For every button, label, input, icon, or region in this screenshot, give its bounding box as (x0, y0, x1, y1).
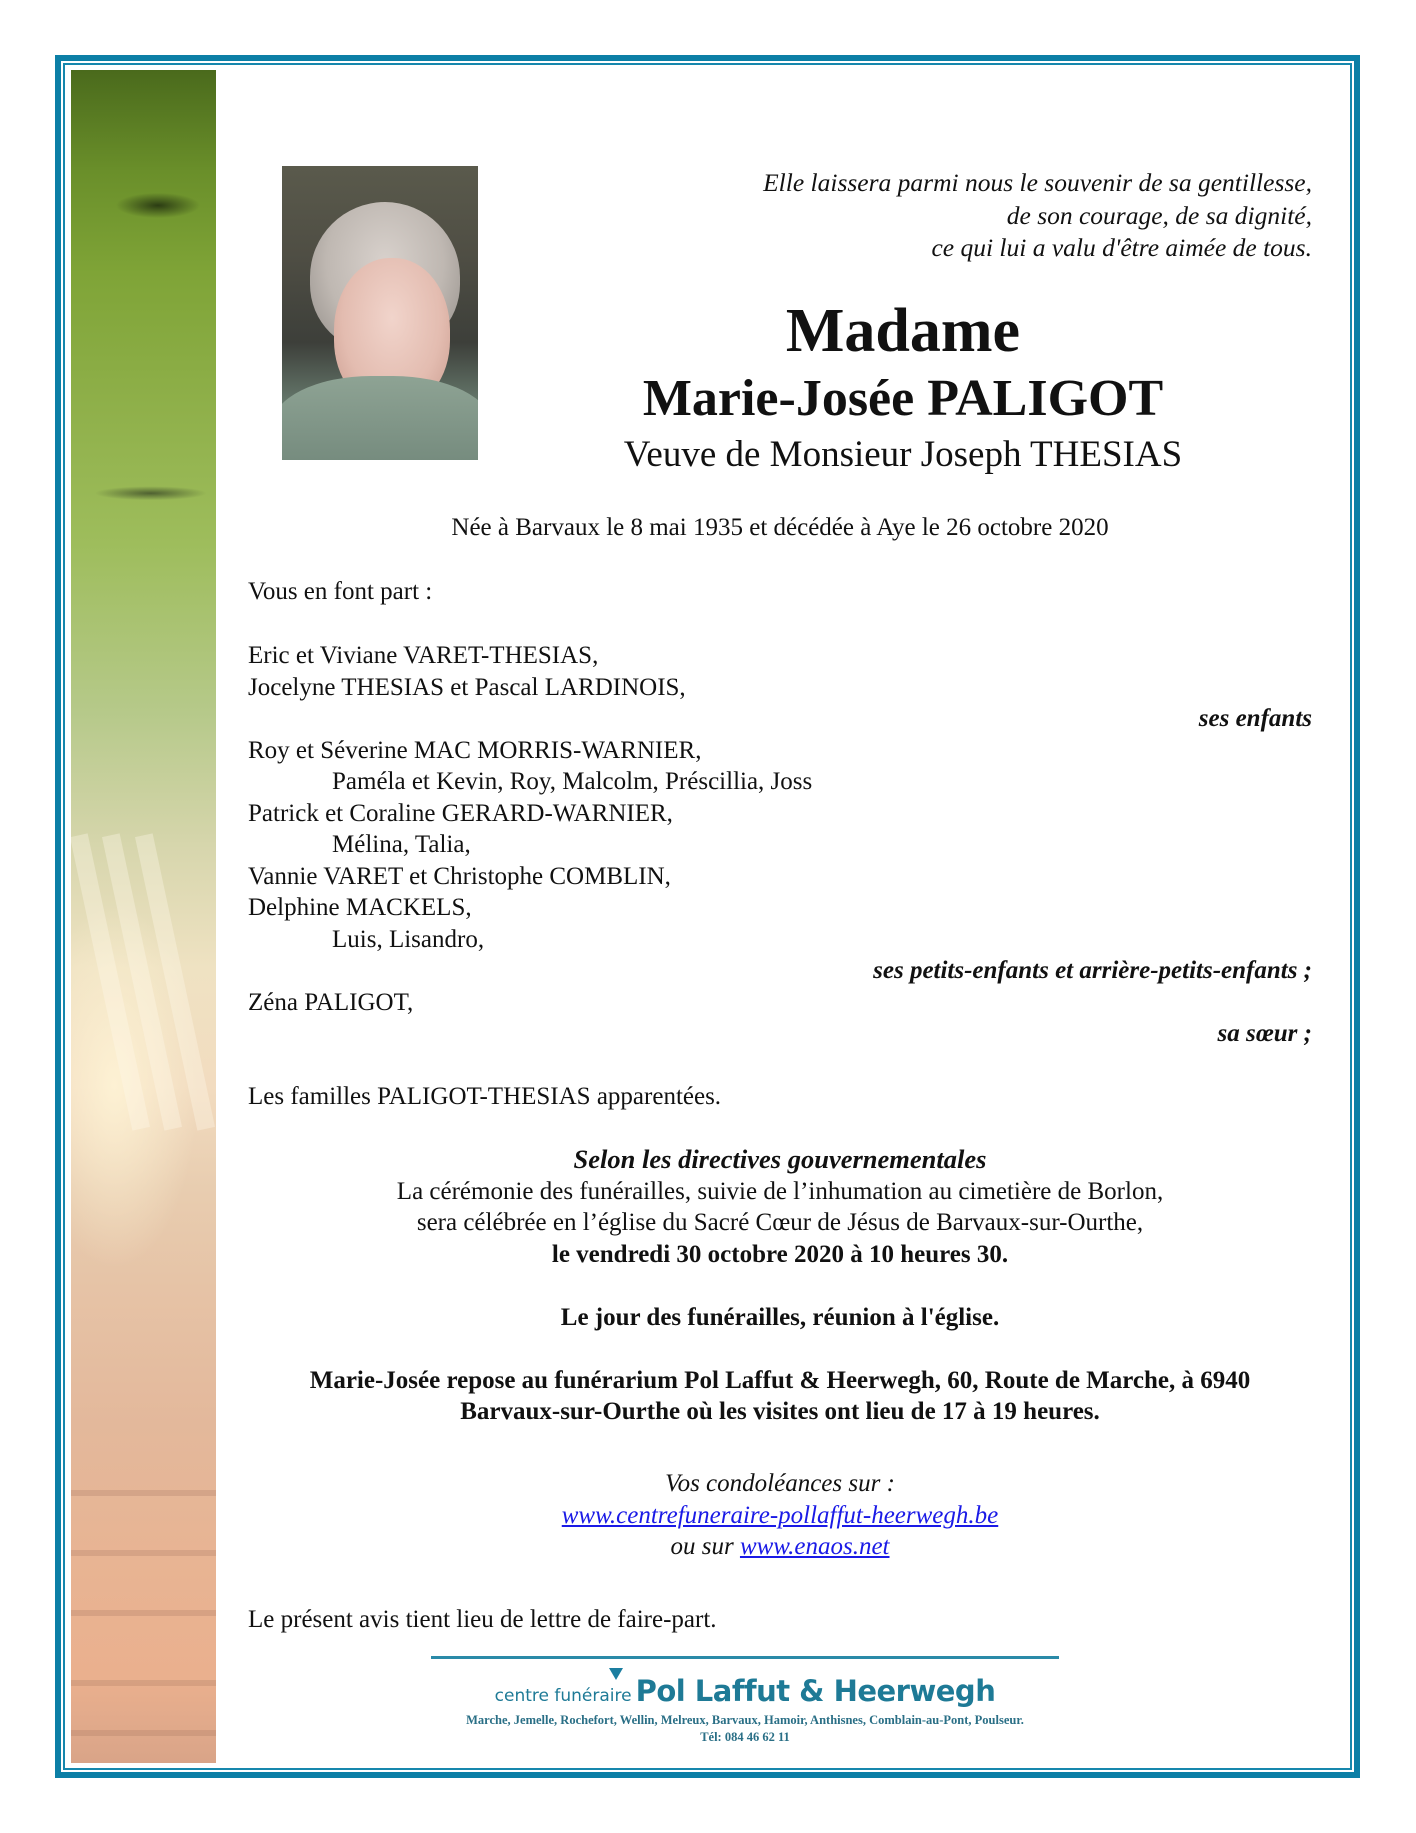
quote-line: de son courage, de sa dignité, (1006, 200, 1312, 230)
family-list (248, 640, 1312, 1113)
condolences-intro: Vos condoléances sur : (665, 1470, 895, 1497)
portrait-sweater (282, 376, 478, 460)
road-shadow (71, 1550, 216, 1556)
condolences-link-enaos[interactable]: www.enaos.net (739, 1533, 890, 1560)
relation-label-sister: sa sœur ; (1217, 1020, 1312, 1047)
family-line: Zéna PALIGOT, (248, 988, 414, 1016)
memorial-quote (763, 167, 1312, 265)
deceased-portrait-photo (282, 166, 478, 460)
relation-label-children: ses enfants (1198, 705, 1312, 732)
birth-death-line: Née à Barvaux le 8 mai 1935 et décédée à Aye le 26 octobre 2020 (451, 514, 1109, 541)
visitation-line: Marie-Josée repose au funérarium Pol Laffut & Heerwegh, 60, Route de Marche, à 6940 (309, 1366, 1251, 1394)
deceased-name: Marie-Josée PALIGOT (642, 370, 1164, 427)
funeral-home-logo (420, 1674, 1070, 1708)
road-shadow (71, 1490, 216, 1496)
families-line: Les familles PALIGOT-THESIAS apparentées. (248, 1083, 722, 1110)
condolences-link-funeral-center[interactable]: www.centrefuneraire-pollaffut-heerwegh.be (561, 1501, 999, 1529)
logo-telephone: Tél: 084 46 62 11 (700, 1730, 790, 1744)
logo-prefix: centre funéraire (494, 1686, 632, 1706)
condolences-or-text: ou sur (670, 1533, 740, 1560)
quote-line: Elle laissera parmi nous le souvenir de sa gentillesse, (763, 168, 1312, 197)
ceremony-datetime: le vendredi 30 octobre 2020 à 10 heures 30. (551, 1240, 1009, 1268)
logo-brand: Pol Laffut & Heerwegh (635, 1674, 996, 1708)
closing-note: Le présent avis tient lieu de lettre de faire-part. (248, 1606, 717, 1633)
footer-divider (431, 1656, 1059, 1659)
road-shadow (71, 1730, 216, 1736)
ceremony-meeting: Le jour des funérailles, réunion à l'église. (560, 1303, 1000, 1331)
road-shadow (71, 1610, 216, 1616)
announce-intro (248, 576, 1312, 608)
road-shadow (71, 1680, 216, 1686)
ceremony-details (248, 1144, 1312, 1428)
relation-label-grandchildren: ses petits-enfants et arrière-petits-enfants ; (873, 957, 1312, 984)
family-line: Eric et Viviane VARET-THESIAS, (248, 642, 599, 669)
family-line: Mélina, Talia, (332, 831, 471, 858)
family-line: Jocelyne THESIAS et Pascal LARDINOIS, (248, 673, 686, 701)
quote-line: ce qui lui a valu d'être aimée de tous. (931, 233, 1312, 262)
family-line: Roy et Séverine MAC MORRIS-WARNIER, (248, 736, 702, 764)
family-line: Luis, Lisandro, (332, 925, 485, 953)
widow-of-line: Veuve de Monsieur Joseph THESIAS (623, 434, 1183, 475)
ceremony-heading: Selon les directives gouvernementales (573, 1144, 987, 1174)
title-honorific: Madame (785, 297, 1021, 365)
visitation-line: Barvaux-sur-Ourthe où les visites ont lieu de 17 à 19 heures. (460, 1398, 1100, 1425)
decorative-forest-path-image (71, 70, 216, 1763)
family-line: Paméla et Kevin, Roy, Malcolm, Préscillia, Joss (332, 768, 813, 795)
announce-intro-text: Vous en font part : (248, 578, 433, 605)
ceremony-line: sera célébrée en l’église du Sacré Cœur de Jésus de Barvaux-sur-Ourthe, (416, 1209, 1144, 1236)
condolences-block (248, 1468, 1312, 1563)
family-line: Vannie VARET et Christophe COMBLIN, (248, 862, 671, 890)
family-line: Patrick et Coraline GERARD-WARNIER, (248, 799, 673, 827)
family-line: Delphine MACKELS, (248, 894, 472, 921)
logo-towns: Marche, Jemelle, Rochefort, Wellin, Melreux, Barvaux, Hamoir, Anthisnes, Comblain-au-Pont, Poulseur. (466, 1713, 1024, 1727)
ceremony-line: La cérémonie des funérailles, suivie de l’inhumation au cimetière de Borlon, (396, 1177, 1164, 1205)
